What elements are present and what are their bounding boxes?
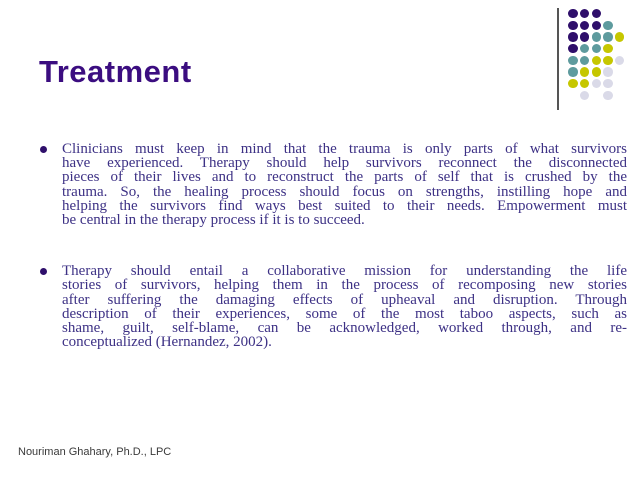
decoration-dot bbox=[615, 32, 624, 41]
bullet-item bbox=[40, 142, 627, 227]
decoration-dot bbox=[592, 9, 601, 18]
text-line: have experienced. Therapy should help survivors reconnect the disconnected bbox=[62, 155, 627, 172]
text-line: shame, guilt, self-blame, can be acknowledged, worked through, and re- bbox=[62, 320, 627, 337]
decoration-dot bbox=[615, 56, 624, 65]
decoration-dot bbox=[580, 32, 589, 41]
decoration-dot bbox=[568, 9, 577, 18]
decoration-dot bbox=[568, 44, 577, 53]
bullet-text bbox=[62, 264, 627, 349]
decoration-dot bbox=[603, 79, 612, 88]
decoration-dot bbox=[592, 56, 601, 65]
text-line: be central in the therapy process if it is to succeed. bbox=[62, 212, 365, 229]
decoration-dot bbox=[592, 32, 601, 41]
decoration-dot bbox=[568, 56, 577, 65]
decoration-dot bbox=[580, 56, 589, 65]
decoration-dot bbox=[603, 56, 612, 65]
text-line: pieces of their lives and to reconstruct the parts of self that is crushed by the bbox=[62, 169, 627, 186]
decoration-dot bbox=[603, 91, 612, 100]
decoration-dot bbox=[592, 79, 601, 88]
decoration-dot bbox=[568, 21, 577, 30]
bullet-icon bbox=[40, 142, 62, 153]
text-line: Clinicians must keep in mind that the trauma is only parts of what survivors bbox=[62, 141, 627, 157]
decoration-dot bbox=[580, 9, 589, 18]
decoration-dot bbox=[592, 44, 601, 53]
slide-body bbox=[40, 142, 627, 386]
text-line: after suffering the damaging effects of upheaval and disruption. Through bbox=[62, 291, 627, 308]
decoration-dot bbox=[568, 67, 577, 76]
decoration-dot bbox=[580, 21, 589, 30]
bullet-icon bbox=[40, 264, 62, 275]
decoration-dot bbox=[592, 67, 601, 76]
text-line: trauma. So, the healing process should focus on strengths, instilling hope and bbox=[62, 183, 627, 200]
slide-title: Treatment bbox=[39, 54, 192, 89]
text-line: Therapy should entail a collaborative mission for understanding the life bbox=[62, 263, 627, 280]
bullet-text bbox=[62, 142, 627, 227]
decoration-dot bbox=[603, 44, 612, 53]
decoration-dot bbox=[568, 79, 577, 88]
decoration-dot bbox=[592, 21, 601, 30]
text-line: stories of survivors, helping them in the process of recomposing new stories bbox=[62, 277, 627, 294]
decoration-dot bbox=[603, 21, 612, 30]
text-line: conceptualized (Hernandez, 2002). bbox=[62, 334, 272, 351]
decoration-dot bbox=[580, 79, 589, 88]
decoration-dot bbox=[580, 67, 589, 76]
decoration-dot bbox=[580, 44, 589, 53]
text-line: helping the survivors find ways best suited to their needs. Empowerment must bbox=[62, 197, 627, 214]
footer-credit: Nouriman Ghahary, Ph.D., LPC bbox=[18, 446, 172, 458]
text-line: description of their experiences, some of the most taboo aspects, such as bbox=[62, 305, 627, 322]
decoration-dot bbox=[603, 32, 612, 41]
decoration-dot bbox=[568, 32, 577, 41]
decoration-divider-line bbox=[557, 8, 559, 110]
bullet-item bbox=[40, 264, 627, 349]
decoration-dot bbox=[603, 67, 612, 76]
decoration-dot bbox=[580, 91, 589, 100]
